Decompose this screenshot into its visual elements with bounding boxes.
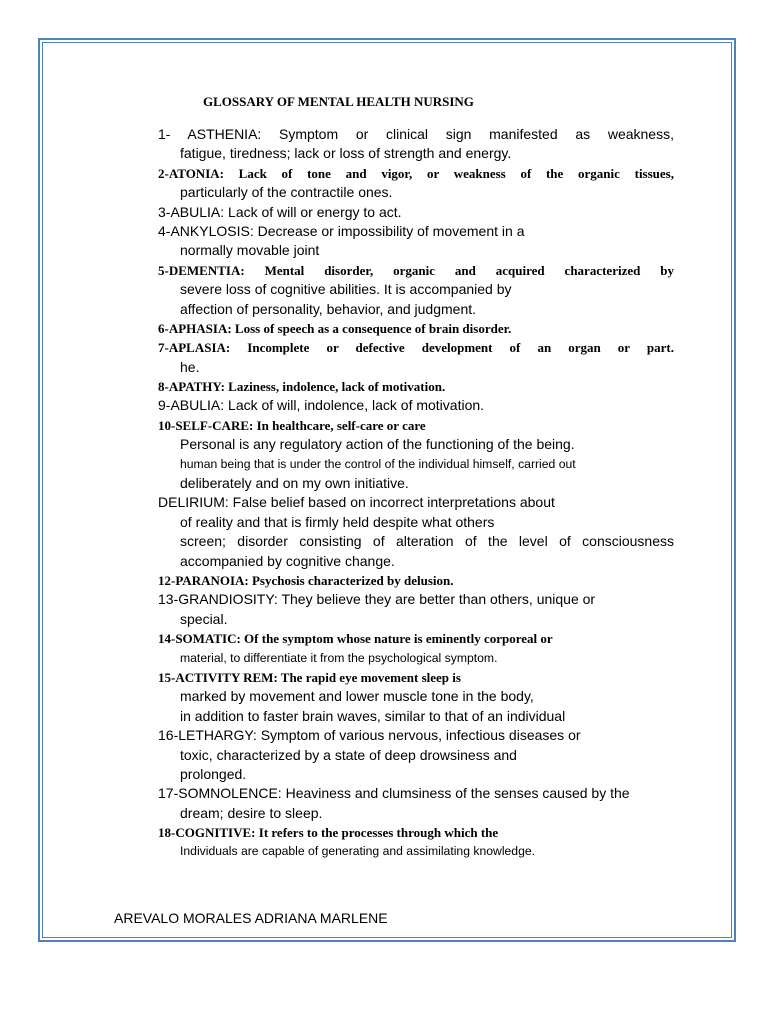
glossary-line: 17-SOMNOLENCE: Heaviness and clumsiness of the senses caused by the bbox=[158, 785, 630, 802]
glossary-line: 13-GRANDIOSITY: They believe they are better than others, unique or bbox=[158, 591, 596, 608]
glossary-line: dream; desire to sleep. bbox=[180, 804, 323, 821]
glossary-line: 3-ABULIA: Lack of will or energy to act. bbox=[158, 203, 402, 220]
glossary-line: prolonged. bbox=[180, 765, 247, 782]
glossary-line: particularly of the contractile ones. bbox=[180, 184, 393, 201]
glossary-line: severe loss of cognitive abilities. It is accompanied by bbox=[180, 281, 512, 298]
glossary-entries bbox=[158, 125, 674, 862]
glossary-line: Personal is any regulatory action of the functioning of the being. bbox=[180, 436, 575, 453]
glossary-line: marked by movement and lower muscle tone in the body, bbox=[180, 688, 534, 705]
glossary-line: toxic, characterized by a state of deep drowsiness and bbox=[180, 746, 517, 763]
glossary-line: 5-DEMENTIA: Mental disorder, organic and acquired characterized by bbox=[158, 262, 674, 278]
glossary-line: 1- ASTHENIA: Symptom or clinical sign manifested as weakness, bbox=[158, 126, 674, 142]
glossary-line: he. bbox=[180, 358, 200, 375]
glossary-line: 6-APHASIA: Loss of speech as a consequence of brain disorder. bbox=[158, 320, 512, 336]
glossary-line: Individuals are capable of generating and assimilating knowledge. bbox=[180, 844, 536, 859]
glossary-line: 16-LETHARGY: Symptom of various nervous, infectious diseases or bbox=[158, 727, 581, 744]
glossary-line: special. bbox=[180, 610, 228, 627]
glossary-line: normally movable joint bbox=[180, 242, 320, 259]
glossary-line: 7-APLASIA: Incomplete or defective development of an organ or part. bbox=[158, 340, 674, 356]
glossary-line: 12-PARANOIA: Psychosis characterized by delusion. bbox=[158, 572, 454, 588]
glossary-line: fatigue, tiredness; lack or loss of strength and energy. bbox=[180, 145, 512, 162]
glossary-line: 2-ATONIA: Lack of tone and vigor, or weakness of the organic tissues, bbox=[158, 165, 674, 181]
glossary-line: 4-ANKYLOSIS: Decrease or impossibility of movement in a bbox=[158, 222, 525, 239]
glossary-line: human being that is under the control of the individual himself, carried out bbox=[180, 456, 576, 471]
glossary-line: 10-SELF-CARE: In healthcare, self-care or care bbox=[158, 417, 426, 433]
glossary-line: 9-ABULIA: Lack of will, indolence, lack of motivation. bbox=[158, 397, 485, 414]
glossary-line: material, to differentiate it from the psychological symptom. bbox=[180, 650, 498, 665]
author-name: AREVALO MORALES ADRIANA MARLENE bbox=[114, 910, 388, 926]
glossary-line: 18-COGNITIVE: It refers to the processes through which the bbox=[158, 825, 499, 841]
glossary-line: DELIRIUM: False belief based on incorrect interpretations about bbox=[158, 494, 555, 511]
glossary-line: of reality and that is firmly held despite what others bbox=[180, 513, 495, 530]
glossary-line: screen; disorder consisting of alteration of the level of consciousness bbox=[180, 533, 674, 550]
glossary-line: affection of personality, behavior, and judgment. bbox=[180, 300, 477, 317]
glossary-line: 15-ACTIVITY REM: The rapid eye movement sleep is bbox=[158, 669, 461, 685]
glossary-line: in addition to faster brain waves, similar to that of an individual bbox=[180, 707, 566, 724]
glossary-line: 8-APATHY: Laziness, indolence, lack of motivation. bbox=[158, 379, 446, 395]
glossary-line: 14-SOMATIC: Of the symptom whose nature is eminently corporeal or bbox=[158, 631, 553, 647]
glossary-line: deliberately and on my own initiative. bbox=[180, 475, 409, 492]
glossary-line: accompanied by cognitive change. bbox=[180, 552, 395, 569]
document-title: GLOSSARY OF MENTAL HEALTH NURSING bbox=[203, 94, 474, 109]
